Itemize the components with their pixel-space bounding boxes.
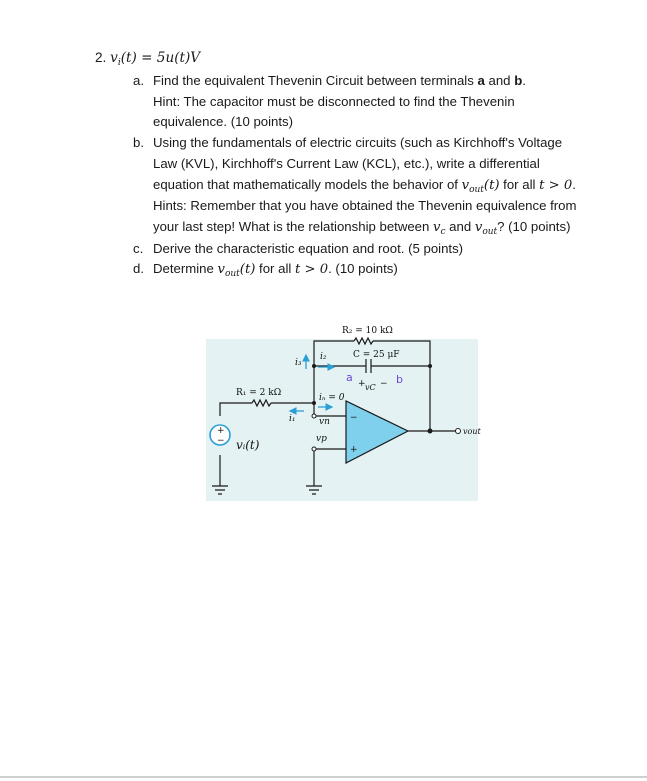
part-b-text: Using the fundamentals of electric circuits (such as Kirchhoff's Voltage Law (KVL), Kirchhoff's Current Law (KCL), etc.), write a differential equation that mathematically models the behavior of $v_{out}(t)$ for all t > 0.	[153, 135, 576, 195]
source-plus: +	[217, 426, 225, 436]
subquestion-list	[133, 71, 578, 281]
node-dot-out-cap	[428, 364, 432, 368]
i1-label: i₁	[289, 414, 296, 424]
part-a-text: Find the equivalent Thevenin Circuit between terminals a and b.	[153, 73, 526, 88]
part-c-text: Derive the characteristic equation and root. (5 points)	[153, 240, 464, 256]
node-a-handwritten: a	[346, 371, 353, 384]
part-d	[133, 259, 578, 281]
vp-label: vp	[316, 434, 327, 444]
page-bottom-edge	[0, 776, 647, 778]
part-a-label: a.	[133, 73, 144, 88]
part-b-label: b.	[133, 135, 144, 151]
circuit-svg	[206, 321, 481, 501]
r2-label: R₂ = 10 kΩ	[342, 326, 393, 336]
vc-plus: +	[358, 379, 366, 389]
problem-number: 2.	[95, 50, 107, 65]
circuit-diagram	[206, 321, 481, 501]
part-d-label: d.	[133, 261, 144, 277]
problem-expression: $v_i(t) = 5u(t)V$	[110, 50, 201, 68]
i3-label: i₃	[295, 358, 302, 368]
opamp-plus: +	[350, 445, 358, 455]
opamp-minus: −	[350, 413, 358, 423]
i2-label: i₂	[320, 352, 327, 362]
source-minus: −	[217, 436, 225, 446]
part-b	[133, 133, 578, 239]
in-label: iₙ = 0	[319, 393, 345, 403]
vc-minus: −	[380, 379, 388, 389]
node-dot-top	[312, 364, 316, 368]
vc-label: vC	[365, 383, 376, 392]
part-b-hint: Hints: Remember that you have obtained the Thevenin equivalence from your last step! What is the relationship between $v_c$ and $v_{out}$? (10 points)	[153, 198, 577, 237]
vout-label: vout	[463, 427, 481, 436]
part-a-hint: Hint: The capacitor must be disconnected to find the Thevenin equivalence. (10 points)	[153, 93, 515, 130]
node-dot-inv	[312, 401, 316, 405]
node-dot-output	[428, 429, 433, 434]
r1-label: R₁ = 2 kΩ	[236, 388, 282, 398]
source-label: vᵢ(t)	[236, 438, 260, 452]
circuit-background	[206, 339, 478, 501]
output-terminal	[456, 429, 461, 434]
part-a	[133, 71, 578, 133]
vp-terminal	[312, 447, 316, 451]
problem-heading	[95, 50, 200, 66]
vn-label: vn	[319, 417, 330, 427]
part-c-label: c.	[133, 240, 144, 256]
node-b-handwritten: b	[396, 373, 403, 386]
c-label: C = 25 μF	[353, 350, 400, 360]
part-c	[133, 239, 578, 260]
vn-terminal	[312, 414, 316, 418]
part-d-text: Determine $v_{out}(t)$ for all t > 0. (10 points)	[153, 261, 398, 280]
